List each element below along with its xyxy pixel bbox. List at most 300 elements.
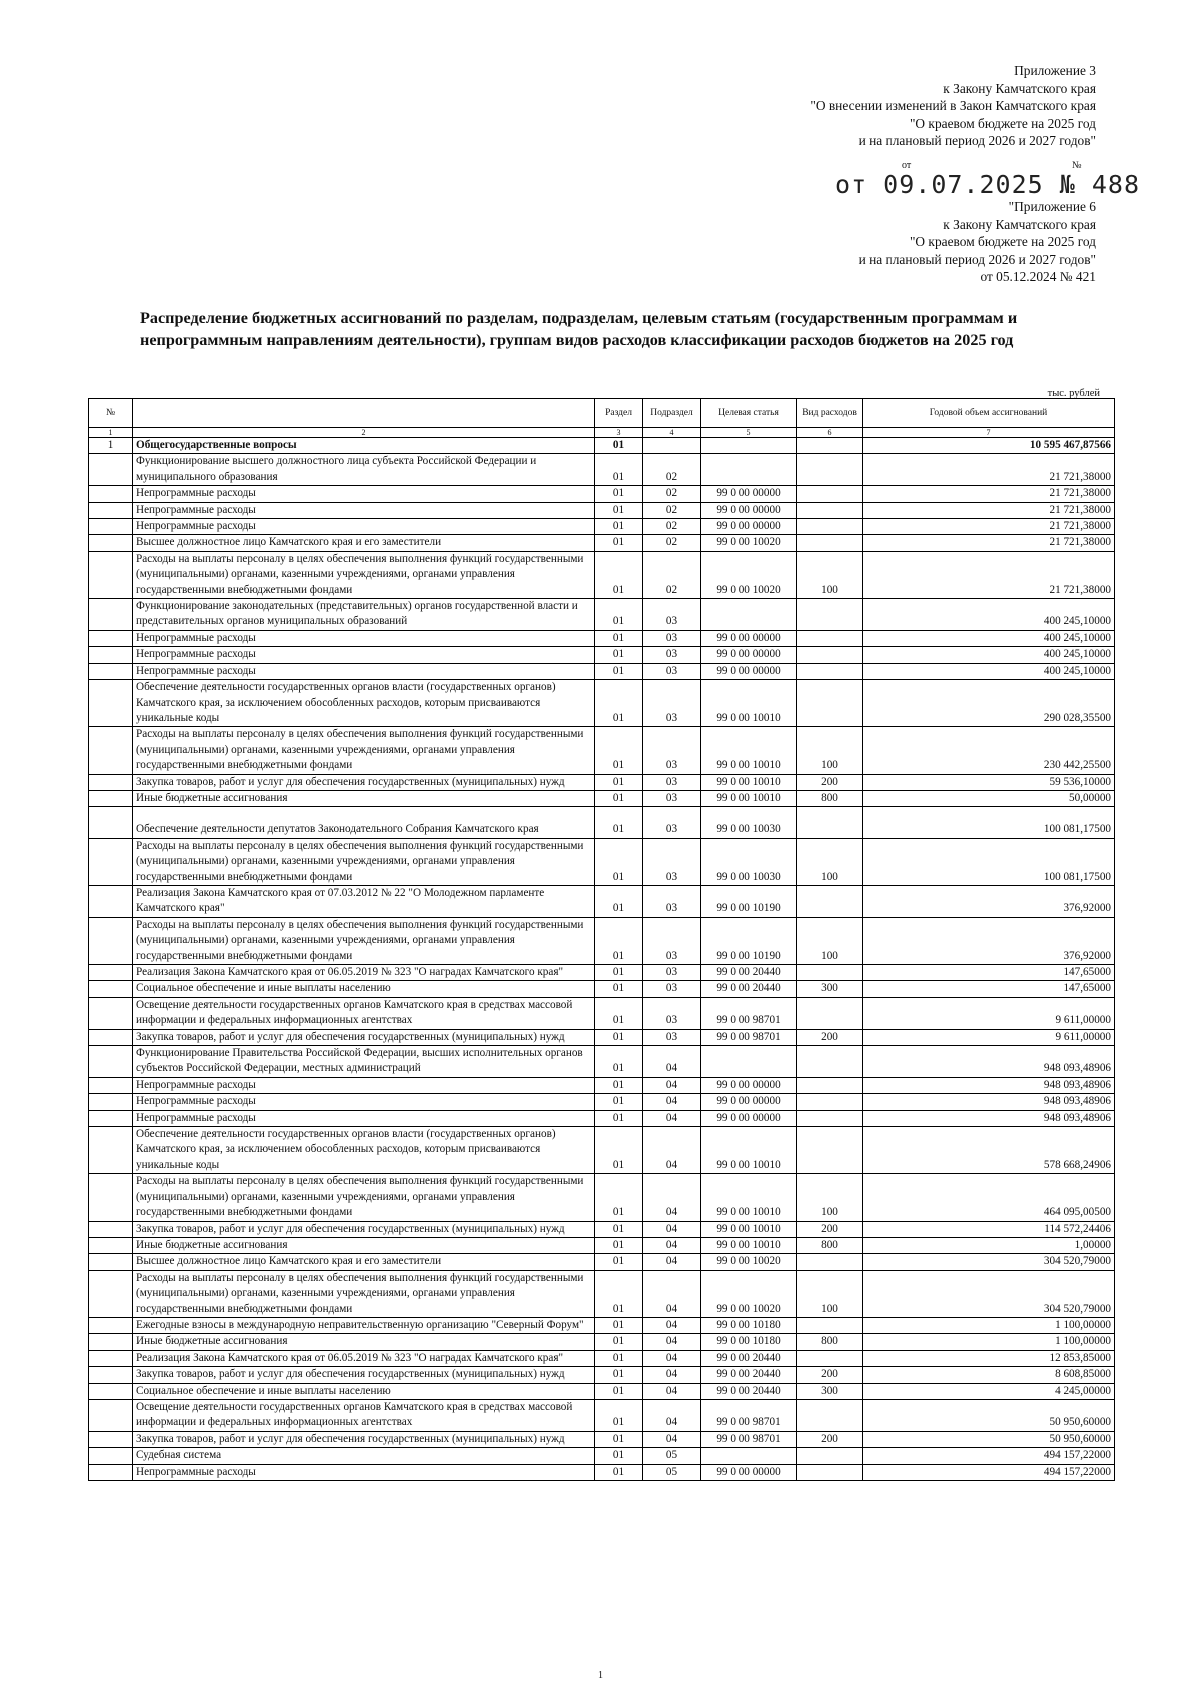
table-cell: 21 721,38000 bbox=[863, 551, 1115, 598]
table-cell: 99 0 00 20440 bbox=[701, 965, 797, 981]
document-title: Распределение бюджетных ассигнований по разделам, подразделам, целевым статьям (государственным программам и непрограммным направлениям деятельности), группам видов расходов классификации расходов бюджетов на 2025 год bbox=[140, 309, 1018, 349]
table-cell: 01 bbox=[595, 551, 643, 598]
table-cell: 02 bbox=[643, 535, 701, 551]
header-bottom-line: "Приложение 6 bbox=[1008, 199, 1096, 214]
table-cell: 01 bbox=[595, 1221, 643, 1237]
table-cell bbox=[89, 1350, 133, 1366]
table-row bbox=[89, 647, 1115, 663]
table-cell: 99 0 00 10030 bbox=[701, 807, 797, 838]
table-cell: 01 bbox=[595, 1254, 643, 1270]
table-cell bbox=[701, 1448, 797, 1464]
table-cell bbox=[797, 1399, 863, 1431]
table-row bbox=[89, 1046, 1115, 1078]
table-cell bbox=[89, 680, 133, 727]
table-row bbox=[89, 502, 1115, 518]
table-cell: 12 853,85000 bbox=[863, 1350, 1115, 1366]
table-cell bbox=[89, 965, 133, 981]
table-cell: 1 100,00000 bbox=[863, 1317, 1115, 1333]
table-cell: 21 721,38000 bbox=[863, 502, 1115, 518]
table-cell: 05 bbox=[643, 1448, 701, 1464]
table-cell: Закупка товаров, работ и услуг для обеспечения государственных (муниципальных) нужд bbox=[133, 1221, 595, 1237]
table-cell: 03 bbox=[643, 680, 701, 727]
table-row bbox=[89, 1237, 1115, 1253]
table-cell: 01 bbox=[595, 1270, 643, 1317]
table-cell: 8 608,85000 bbox=[863, 1367, 1115, 1383]
table-row bbox=[89, 1029, 1115, 1045]
table-cell: 01 bbox=[595, 790, 643, 806]
table-cell: 02 bbox=[643, 519, 701, 535]
table-cell: Закупка товаров, работ и услуг для обеспечения государственных (муниципальных) нужд bbox=[133, 1029, 595, 1045]
table-row bbox=[89, 965, 1115, 981]
table-cell bbox=[89, 1367, 133, 1383]
table-row bbox=[89, 1383, 1115, 1399]
table-cell bbox=[797, 1127, 863, 1174]
table-cell bbox=[89, 838, 133, 885]
table-cell: Функционирование законодательных (представительных) органов государственной власти и представительных органов муниципальных образований bbox=[133, 599, 595, 631]
annex-header-bottom bbox=[859, 198, 1096, 286]
table-cell: 01 bbox=[595, 630, 643, 646]
table-cell: 578 668,24906 bbox=[863, 1127, 1115, 1174]
table-cell: 01 bbox=[595, 1094, 643, 1110]
annex-header-top bbox=[810, 62, 1096, 150]
table-cell: 99 0 00 10010 bbox=[701, 1174, 797, 1221]
table-cell bbox=[797, 1448, 863, 1464]
column-header: Годовой объем ассигнований bbox=[863, 399, 1115, 428]
table-cell bbox=[89, 1221, 133, 1237]
table-cell bbox=[89, 1464, 133, 1480]
table-cell: 01 bbox=[595, 1464, 643, 1480]
table-cell: Высшее должностное лицо Камчатского края и его заместители bbox=[133, 535, 595, 551]
table-cell: 01 bbox=[595, 1237, 643, 1253]
table-cell: 99 0 00 98701 bbox=[701, 997, 797, 1029]
table-cell: Закупка товаров, работ и услуг для обеспечения государственных (муниципальных) нужд bbox=[133, 774, 595, 790]
table-cell bbox=[797, 1094, 863, 1110]
table-cell: 948 093,48906 bbox=[863, 1046, 1115, 1078]
table-cell bbox=[89, 1094, 133, 1110]
table-cell: 99 0 00 10010 bbox=[701, 727, 797, 774]
table-cell: 01 bbox=[595, 1127, 643, 1174]
table-cell: 03 bbox=[643, 727, 701, 774]
table-cell: 99 0 00 00000 bbox=[701, 1464, 797, 1480]
table-cell: 01 bbox=[595, 1029, 643, 1045]
table-row bbox=[89, 1127, 1115, 1174]
table-cell: 230 442,25500 bbox=[863, 727, 1115, 774]
table-row bbox=[89, 885, 1115, 917]
table-cell: 04 bbox=[643, 1254, 701, 1270]
table-cell: 376,92000 bbox=[863, 917, 1115, 964]
table-cell: 99 0 00 10190 bbox=[701, 885, 797, 917]
table-cell: Социальное обеспечение и иные выплаты населению bbox=[133, 1383, 595, 1399]
table-cell: 100 bbox=[797, 727, 863, 774]
table-cell bbox=[797, 885, 863, 917]
table-cell: 03 bbox=[643, 663, 701, 679]
table-cell: 02 bbox=[643, 454, 701, 486]
table-cell: Обеспечение деятельности государственных органов власти (государственных органов) Камчатского края, за исключением обособленных расходов, которым присваиваются уникальные коды bbox=[133, 1127, 595, 1174]
table-row bbox=[89, 1367, 1115, 1383]
table-cell bbox=[89, 1317, 133, 1333]
table-cell: 01 bbox=[595, 502, 643, 518]
table-cell: 01 bbox=[595, 1350, 643, 1366]
table-cell: 50 950,60000 bbox=[863, 1431, 1115, 1447]
table-cell: 99 0 00 00000 bbox=[701, 630, 797, 646]
table-cell: 147,65000 bbox=[863, 965, 1115, 981]
table-cell: 01 bbox=[595, 727, 643, 774]
table-cell: 01 bbox=[595, 647, 643, 663]
table-cell: 400 245,10000 bbox=[863, 663, 1115, 679]
table-cell: 01 bbox=[595, 486, 643, 502]
table-cell: 99 0 00 10020 bbox=[701, 535, 797, 551]
table-cell bbox=[89, 885, 133, 917]
table-cell: 01 bbox=[595, 599, 643, 631]
table-row bbox=[89, 1464, 1115, 1480]
table-cell: 464 095,00500 bbox=[863, 1174, 1115, 1221]
table-cell: 03 bbox=[643, 838, 701, 885]
table-cell: 01 bbox=[595, 774, 643, 790]
table-cell: 1,00000 bbox=[863, 1237, 1115, 1253]
table-cell bbox=[89, 1237, 133, 1253]
table-cell: 400 245,10000 bbox=[863, 647, 1115, 663]
table-cell: Функционирование Правительства Российской Федерации, высших исполнительных органов субъектов Российской Федерации, местных администраций bbox=[133, 1046, 595, 1078]
table-row bbox=[89, 1270, 1115, 1317]
table-cell: Реализация Закона Камчатского края от 06.05.2019 № 323 "О наградах Камчатского края" bbox=[133, 965, 595, 981]
table-cell: 300 bbox=[797, 1383, 863, 1399]
table-cell bbox=[797, 997, 863, 1029]
table-cell: 99 0 00 10020 bbox=[701, 1270, 797, 1317]
table-cell: Непрограммные расходы bbox=[133, 663, 595, 679]
table-cell: 04 bbox=[643, 1221, 701, 1237]
table-cell: 99 0 00 20440 bbox=[701, 1350, 797, 1366]
table-cell: Непрограммные расходы bbox=[133, 1094, 595, 1110]
table-cell: 99 0 00 00000 bbox=[701, 1094, 797, 1110]
table-cell: 04 bbox=[643, 1094, 701, 1110]
table-cell: 99 0 00 98701 bbox=[701, 1029, 797, 1045]
table-cell: 99 0 00 98701 bbox=[701, 1431, 797, 1447]
table-cell: 01 bbox=[595, 1334, 643, 1350]
table-row bbox=[89, 1221, 1115, 1237]
table-row bbox=[89, 981, 1115, 997]
table-cell: 494 157,22000 bbox=[863, 1464, 1115, 1480]
table-cell bbox=[89, 1334, 133, 1350]
column-number: 6 bbox=[797, 428, 863, 438]
table-cell bbox=[89, 1270, 133, 1317]
table-row bbox=[89, 1448, 1115, 1464]
table-cell: Закупка товаров, работ и услуг для обеспечения государственных (муниципальных) нужд bbox=[133, 1431, 595, 1447]
table-cell bbox=[89, 599, 133, 631]
table-cell: 04 bbox=[643, 1431, 701, 1447]
page-number: 1 bbox=[598, 1670, 603, 1681]
table-cell: 494 157,22000 bbox=[863, 1448, 1115, 1464]
stamp-small-no: № bbox=[1072, 160, 1082, 171]
table-cell: 04 bbox=[643, 1270, 701, 1317]
table-cell: 99 0 00 00000 bbox=[701, 1110, 797, 1126]
table-header-row bbox=[89, 399, 1115, 428]
table-cell bbox=[701, 1046, 797, 1078]
table-cell bbox=[797, 1350, 863, 1366]
table-cell bbox=[89, 1174, 133, 1221]
table-cell: 400 245,10000 bbox=[863, 630, 1115, 646]
table-cell: 99 0 00 98701 bbox=[701, 1399, 797, 1431]
header-top-line: Приложение 3 bbox=[1014, 63, 1096, 78]
table-cell bbox=[797, 1317, 863, 1333]
table-cell: Ежегодные взносы в международную неправительственную организацию "Северный Форум" bbox=[133, 1317, 595, 1333]
table-row bbox=[89, 997, 1115, 1029]
table-cell bbox=[89, 917, 133, 964]
table-cell: 800 bbox=[797, 1334, 863, 1350]
table-cell bbox=[89, 535, 133, 551]
table-cell: 100 bbox=[797, 917, 863, 964]
table-cell: 290 028,35500 bbox=[863, 680, 1115, 727]
table-cell bbox=[89, 1254, 133, 1270]
table-cell: 948 093,48906 bbox=[863, 1094, 1115, 1110]
table-cell: 03 bbox=[643, 981, 701, 997]
table-cell bbox=[797, 1110, 863, 1126]
table-row bbox=[89, 1077, 1115, 1093]
header-top-line: и на плановый период 2026 и 2027 годов" bbox=[858, 133, 1096, 149]
table-row bbox=[89, 1174, 1115, 1221]
table-cell: Обеспечение деятельности государственных органов власти (государственных органов) Камчатского края, за исключением обособленных расходов, которым присваиваются уникальные коды bbox=[133, 680, 595, 727]
table-cell: 100 bbox=[797, 1270, 863, 1317]
table-row bbox=[89, 1254, 1115, 1270]
table-cell bbox=[701, 454, 797, 486]
table-cell bbox=[89, 502, 133, 518]
table-cell: 04 bbox=[643, 1334, 701, 1350]
table-row bbox=[89, 1334, 1115, 1350]
table-row bbox=[89, 1317, 1115, 1333]
table-cell: Непрограммные расходы bbox=[133, 1110, 595, 1126]
column-number: 5 bbox=[701, 428, 797, 438]
table-cell: Иные бюджетные ассигнования bbox=[133, 790, 595, 806]
table-row bbox=[89, 790, 1115, 806]
table-cell: 100 081,17500 bbox=[863, 838, 1115, 885]
table-cell: 99 0 00 10010 bbox=[701, 1127, 797, 1174]
table-cell bbox=[797, 965, 863, 981]
table-cell: 04 bbox=[643, 1110, 701, 1126]
table-row bbox=[89, 680, 1115, 727]
table-cell bbox=[89, 807, 133, 838]
table-cell bbox=[89, 1127, 133, 1174]
table-cell: 03 bbox=[643, 965, 701, 981]
table-cell: 100 bbox=[797, 551, 863, 598]
table-cell: 800 bbox=[797, 790, 863, 806]
table-cell bbox=[89, 519, 133, 535]
table-cell bbox=[797, 454, 863, 486]
table-cell: Расходы на выплаты персоналу в целях обеспечения выполнения функций государственными (муниципальными) органами, казенными учреждениями, органами управления государственными внебюджетными фондами bbox=[133, 1174, 595, 1221]
table-cell: Непрограммные расходы bbox=[133, 519, 595, 535]
table-cell: Обеспечение деятельности депутатов Законодательного Собрания Камчатского края bbox=[133, 807, 595, 838]
table-cell: 01 bbox=[595, 997, 643, 1029]
table-cell bbox=[89, 1399, 133, 1431]
table-cell: 01 bbox=[595, 1383, 643, 1399]
table-cell: 99 0 00 00000 bbox=[701, 663, 797, 679]
table-cell: 01 bbox=[595, 807, 643, 838]
table-cell bbox=[89, 1077, 133, 1093]
table-cell: 03 bbox=[643, 1029, 701, 1045]
table-cell: Судебная система bbox=[133, 1448, 595, 1464]
table-cell bbox=[89, 454, 133, 486]
table-cell bbox=[797, 519, 863, 535]
table-cell bbox=[89, 663, 133, 679]
table-cell: 01 bbox=[595, 981, 643, 997]
table-cell: 200 bbox=[797, 1367, 863, 1383]
table-row bbox=[89, 599, 1115, 631]
table-cell: 21 721,38000 bbox=[863, 454, 1115, 486]
table-cell: 59 536,10000 bbox=[863, 774, 1115, 790]
table-cell: 99 0 00 10020 bbox=[701, 551, 797, 598]
table-cell: 03 bbox=[643, 807, 701, 838]
table-cell bbox=[701, 599, 797, 631]
table-cell: 03 bbox=[643, 790, 701, 806]
table-cell: 03 bbox=[643, 885, 701, 917]
table-cell: 04 bbox=[643, 1237, 701, 1253]
table-cell: 99 0 00 10190 bbox=[701, 917, 797, 964]
table-cell: Непрограммные расходы bbox=[133, 1077, 595, 1093]
header-top-line: "О внесении изменений в Закон Камчатского края bbox=[810, 98, 1096, 114]
table-cell: 10 595 467,87566 bbox=[863, 438, 1115, 454]
table-cell: Закупка товаров, работ и услуг для обеспечения государственных (муниципальных) нужд bbox=[133, 1367, 595, 1383]
table-cell: Высшее должностное лицо Камчатского края и его заместители bbox=[133, 1254, 595, 1270]
table-cell: Непрограммные расходы bbox=[133, 486, 595, 502]
table-cell: Реализация Закона Камчатского края от 07.03.2012 № 22 "О Молодежном парламенте Камчатского края" bbox=[133, 885, 595, 917]
table-cell: 99 0 00 00000 bbox=[701, 1077, 797, 1093]
header-top-line: "О краевом бюджете на 2025 год bbox=[909, 115, 1096, 131]
table-cell bbox=[89, 727, 133, 774]
table-cell: 99 0 00 00000 bbox=[701, 486, 797, 502]
table-cell: Расходы на выплаты персоналу в целях обеспечения выполнения функций государственными (муниципальными) органами, казенными учреждениями, органами управления государственными внебюджетными фондами bbox=[133, 1270, 595, 1317]
table-row bbox=[89, 774, 1115, 790]
table-cell: 04 bbox=[643, 1383, 701, 1399]
table-body bbox=[89, 438, 1115, 1481]
table-cell: 01 bbox=[595, 838, 643, 885]
table-cell: Расходы на выплаты персоналу в целях обеспечения выполнения функций государственными (муниципальными) органами, казенными учреждениями, органами управления государственными внебюджетными фондами bbox=[133, 727, 595, 774]
budget-table bbox=[88, 398, 1115, 1481]
table-cell: 01 bbox=[595, 454, 643, 486]
table-row bbox=[89, 1350, 1115, 1366]
table-cell bbox=[797, 647, 863, 663]
table-cell: 99 0 00 10010 bbox=[701, 790, 797, 806]
table-cell bbox=[89, 1448, 133, 1464]
table-cell: 03 bbox=[643, 997, 701, 1029]
table-cell: 200 bbox=[797, 774, 863, 790]
header-bottom-line: от 05.12.2024 № 421 bbox=[980, 269, 1096, 285]
table-cell: 99 0 00 20440 bbox=[701, 981, 797, 997]
table-cell: Расходы на выплаты персоналу в целях обеспечения выполнения функций государственными (муниципальными) органами, казенными учреждениями, органами управления государственными внебюджетными фондами bbox=[133, 838, 595, 885]
column-number: 4 bbox=[643, 428, 701, 438]
table-cell: Функционирование высшего должностного лица субъекта Российской Федерации и муниципального образования bbox=[133, 454, 595, 486]
table-cell bbox=[89, 551, 133, 598]
table-cell: Расходы на выплаты персоналу в целях обеспечения выполнения функций государственными (муниципальными) органами, казенными учреждениями, органами управления государственными внебюджетными фондами bbox=[133, 917, 595, 964]
header-top-line: к Закону Камчатского края bbox=[943, 80, 1096, 96]
stamp-small-ot: от bbox=[902, 160, 912, 171]
table-cell: 02 bbox=[643, 502, 701, 518]
table-cell bbox=[797, 630, 863, 646]
table-cell: 99 0 00 00000 bbox=[701, 502, 797, 518]
table-row bbox=[89, 1110, 1115, 1126]
table-cell: 99 0 00 10030 bbox=[701, 838, 797, 885]
table-row bbox=[89, 519, 1115, 535]
table-cell: 01 bbox=[595, 917, 643, 964]
table-cell: 01 bbox=[595, 438, 643, 454]
column-header bbox=[133, 399, 595, 428]
table-cell: 21 721,38000 bbox=[863, 519, 1115, 535]
table-row bbox=[89, 438, 1115, 454]
table-cell: 948 093,48906 bbox=[863, 1077, 1115, 1093]
table-cell: 99 0 00 00000 bbox=[701, 519, 797, 535]
table-cell bbox=[797, 680, 863, 727]
table-cell: 03 bbox=[643, 630, 701, 646]
table-cell: 376,92000 bbox=[863, 885, 1115, 917]
column-number: 7 bbox=[863, 428, 1115, 438]
table-cell: 9 611,00000 bbox=[863, 997, 1115, 1029]
table-cell: Непрограммные расходы bbox=[133, 630, 595, 646]
table-cell: 04 bbox=[643, 1077, 701, 1093]
table-cell: 01 bbox=[595, 1077, 643, 1093]
table-cell bbox=[89, 1110, 133, 1126]
table-cell bbox=[701, 438, 797, 454]
table-cell: 400 245,10000 bbox=[863, 599, 1115, 631]
table-cell: 50 950,60000 bbox=[863, 1399, 1115, 1431]
table-cell: 01 bbox=[595, 680, 643, 727]
table-cell: Освещение деятельности государственных органов Камчатского края в средствах массовой информации и федеральных информационных агентствах bbox=[133, 1399, 595, 1431]
table-cell: 800 bbox=[797, 1237, 863, 1253]
table-row bbox=[89, 917, 1115, 964]
table-cell: 300 bbox=[797, 981, 863, 997]
column-header: Целевая статья bbox=[701, 399, 797, 428]
table-cell bbox=[797, 1254, 863, 1270]
table-cell: 200 bbox=[797, 1221, 863, 1237]
table-cell: 948 093,48906 bbox=[863, 1110, 1115, 1126]
table-cell: 05 bbox=[643, 1464, 701, 1480]
table-cell: 99 0 00 20440 bbox=[701, 1367, 797, 1383]
table-cell bbox=[89, 774, 133, 790]
table-row bbox=[89, 1431, 1115, 1447]
table-cell: 04 bbox=[643, 1367, 701, 1383]
column-header: Раздел bbox=[595, 399, 643, 428]
table-cell bbox=[797, 438, 863, 454]
registration-stamp: от 09.07.2025 № 488 bbox=[835, 170, 1140, 199]
table-cell bbox=[89, 997, 133, 1029]
table-cell: 1 100,00000 bbox=[863, 1334, 1115, 1350]
table-cell: 200 bbox=[797, 1431, 863, 1447]
table-cell bbox=[89, 1029, 133, 1045]
column-header: № bbox=[89, 399, 133, 428]
units-label: тыс. рублей bbox=[1047, 388, 1100, 399]
table-cell bbox=[89, 1431, 133, 1447]
table-cell: 04 bbox=[643, 1174, 701, 1221]
table-cell bbox=[797, 599, 863, 631]
table-row bbox=[89, 630, 1115, 646]
table-cell: 01 bbox=[595, 663, 643, 679]
table-cell: 04 bbox=[643, 1350, 701, 1366]
table-row bbox=[89, 535, 1115, 551]
table-cell: 01 bbox=[595, 1174, 643, 1221]
table-cell: 04 bbox=[643, 1127, 701, 1174]
table-cell: 99 0 00 10180 bbox=[701, 1317, 797, 1333]
header-bottom-line: к Закону Камчатского края bbox=[943, 216, 1096, 232]
table-cell: 304 520,79000 bbox=[863, 1270, 1115, 1317]
table-cell: 99 0 00 20440 bbox=[701, 1383, 797, 1399]
table-cell bbox=[797, 1077, 863, 1093]
table-row bbox=[89, 838, 1115, 885]
column-number: 2 bbox=[133, 428, 595, 438]
table-cell: 04 bbox=[643, 1046, 701, 1078]
table-cell bbox=[89, 486, 133, 502]
table-cell: 01 bbox=[595, 1399, 643, 1431]
table-row bbox=[89, 454, 1115, 486]
table-cell: 03 bbox=[643, 774, 701, 790]
table-cell: Непрограммные расходы bbox=[133, 647, 595, 663]
table-cell: 21 721,38000 bbox=[863, 535, 1115, 551]
table-cell: 9 611,00000 bbox=[863, 1029, 1115, 1045]
